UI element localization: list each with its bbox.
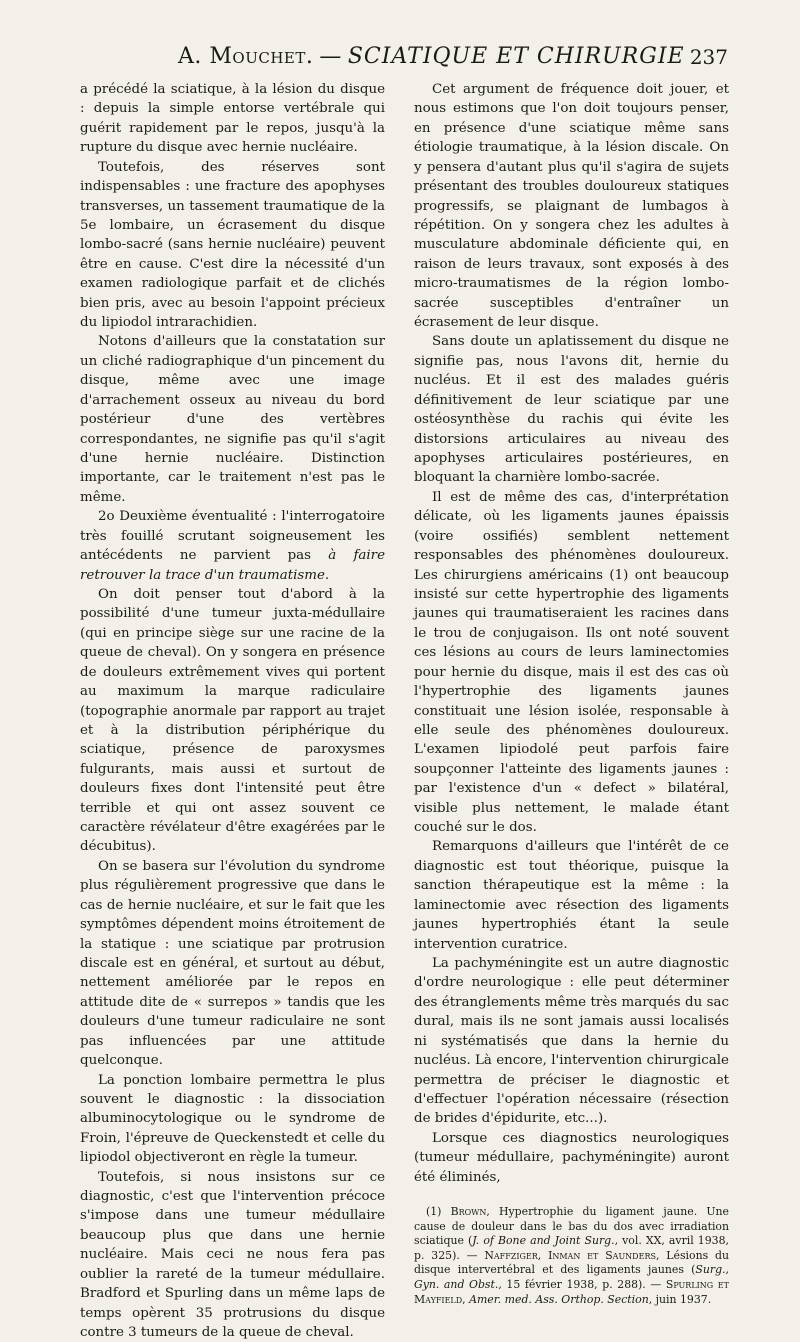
paragraph [414, 80, 729, 332]
text-run: Toutefois, si nous insistons sur ce diagnostic, c'est que l'intervention précoce s'impose dans une tumeur médullaire beaucoup plus que dans une hernie nucléaire. Mais ceci ne nous fera pas oublier la rareté de la tumeur médullaire. Bradford et Spurling dans un même laps de temps opèrent 35 protrusions du disque contre 3 tumeurs de la queue de cheval. [80, 1169, 385, 1340]
author-names: Spurling et Mayfield [414, 1278, 729, 1306]
italic-text: Amer. med. Ass. Orthop. Section [469, 1292, 649, 1306]
text-run: , Hypertrophie du ligament jaune. Une cause de douleur dans le bas du dos avec irradiation sciatique ( [414, 1205, 729, 1248]
text-run: Sans doute un aplatissement du disque ne signifie pas, nous l'avons dit, hernie du nucléus. Et il est des malades guéris définitivement de leur sciatique par une ostéosynthèse du rachis qui évite les distorsions articulaires au niveau des apophyses articulaires postérieures, en bloquant la charnière lombo-sacrée. [414, 334, 729, 486]
paragraph [414, 1129, 729, 1187]
paragraph [414, 488, 729, 838]
text-run: Cet argument de fréquence doit jouer, et nous estimons que l'on doit toujours penser, en présence d'une sciatique même sans étiologie traumatique, à la lésion discale. On y pensera d'autant plus qu'il s'agira de sujets présentant des troubles douloureux statiques progressifs, se plaignant de lumbagos à répétition. On y songera chez les adultes à musculature abdominale déficiente qui, en raison de leurs travaux, sont exposés à des micro-traumatismes de la région lombo-sacrée susceptibles d'entraîner un écrasement de leur disque. [414, 82, 729, 331]
page-number: 237 [689, 45, 728, 69]
text-run: a précédé la sciatique, à la lésion du disque : depuis la simple entorse vertébrale qui guérit rapidement par le repos, jusqu'à la rupture du disque avec hernie nucléaire. [80, 82, 385, 156]
paragraph [80, 507, 385, 585]
footnote [414, 1205, 729, 1307]
text-run: Remarquons d'ailleurs que l'intérêt de ce diagnostic est tout théorique, puisque la sanction thérapeutique est la même : la laminectomie avec résection des ligaments jaunes hypertrophiés étant la seule intervention curatrice. [414, 839, 729, 952]
text-run: , [462, 1292, 470, 1306]
paragraph [80, 80, 385, 158]
author-names: Naffziger, Inman et Saunders [484, 1248, 656, 1262]
article-subject: SCIATIQUE ET CHIRURGIE [347, 44, 685, 69]
italic-text: J. of Bone and Joint Surg. [472, 1234, 615, 1248]
paragraph [414, 954, 729, 1129]
author-names: Brown [450, 1205, 487, 1219]
text-run: (1) [426, 1205, 451, 1219]
author-name: A. Mouchet. [178, 44, 314, 69]
italic-text: Surg., Gyn. and Obst. [414, 1263, 729, 1292]
text-run: Lorsque ces diagnostics neurologiques (tumeur médullaire, pachyméningite) auront été éliminés, [414, 1130, 729, 1185]
text-run: , juin 1937. [648, 1292, 712, 1306]
paragraph [80, 1071, 385, 1168]
text-run: Notons d'ailleurs que la constatation sur un cliché radiographique d'un pincement du disque, même avec une image d'arrachement osseux au niveau du bord postérieur d'une des vertèbres correspondantes, ne signifie pas qu'il s'agit d'une hernie nucléaire. Distinction importante, car le traitement n'est pas le même. [80, 334, 385, 505]
paragraph [80, 585, 385, 857]
text-run: 2o Deuxième éventualité : l'interrogatoire très fouillé scrutant soigneusement les antécédents ne parvient pas [80, 509, 385, 564]
text-run: Il est de même des cas, d'interprétation délicate, où les ligaments jaunes épaissis (voire ossifiés) semblent nettement responsables des phénomènes douloureux. Les chirurgiens américains (1) ont beaucoup insisté sur cette hypertrophie des ligaments jaunes qui traumatiseraient les racines dans le trou de conjugaison. Ils ont noté souvent ces lésions au cours de leurs laminectomies pour hernie du disque, mais il est des cas où l'hypertrophie des ligaments jaunes constituait une lésion isolée, responsable à elle seule des phénomènes douloureux. L'examen lipiodolé peut parfois faire soupçonner l'atteinte des ligaments jaunes : par l'existence d'un « defect » bilatéral, visible plus nettement, le malade étant couché sur le dos. [414, 489, 729, 836]
text-run: On se basera sur l'évolution du syndrome plus régulièrement progressive que dans le cas de hernie nucléaire, et sur le fait que les symptômes dépendent moins étroitement de la statique : une sciatique par protrusion discale est en général, et surtout au début, nettement améliorée par le repos en attitude dite de « surrepos » tandis que les douleurs d'une tumeur radiculaire ne sont pas influencées par une attitude quelconque. [80, 858, 385, 1069]
footnotes [414, 1205, 729, 1307]
text-run: , Lésions du disque intervertébral et des ligaments jaunes ( [414, 1248, 730, 1277]
text-run: On doit penser tout d'abord à la possibilité d'une tumeur juxta-médullaire (qui en principe siège sur une racine de la queue de cheval). On y songera en présence de douleurs extrêmement vives qui portent au maximum la marque radiculaire (topographie anormale par rapport au trajet et à la distribution périphérique du sciatique, présence de paroxysmes fulgurants, mais aussi et surtout de douleurs fixes dont l'intensité peut être terrible et qui ont assez souvent ce caractère révélateur d'être exagérées par le décubitus). [80, 586, 385, 855]
left-column [80, 80, 385, 1342]
text-run: , vol. XX, avril 1938, p. 325). — [414, 1234, 729, 1262]
paragraph [80, 857, 385, 1071]
text-run: , 15 février 1938, p. 288). — [498, 1278, 666, 1292]
paragraph [80, 1168, 385, 1342]
running-title [178, 44, 685, 69]
right-column [414, 80, 729, 1307]
running-header [80, 44, 728, 72]
paragraph [80, 332, 385, 507]
paragraph [80, 158, 385, 333]
text-run: . [324, 567, 330, 583]
text-run: La ponction lombaire permettra le plus souvent le diagnostic : la dissociation albuminocytologique ou le syndrome de Froin, l'épreuve de Queckenstedt et celle du lipiodol objectiveront en règle la tumeur. [80, 1072, 385, 1166]
text-run: Toutefois, des réserves sont indispensables : une fracture des apophyses transverses, un tassement traumatique de la 5e lombaire, un écrasement du disque lombo-sacré (sans hernie nucléaire) peuvent être en cause. C'est dire la nécessité d'un examen radiologique parfait et de clichés bien pris, avec au besoin l'appoint précieux du lipiodol intrarachidien. [80, 159, 385, 331]
paragraph [414, 837, 729, 954]
italic-text: à faire retrouver la trace d'un traumatisme [80, 548, 385, 583]
text-run: La pachyméningite est un autre diagnostic d'ordre neurologique : elle peut déterminer des étranglements même très marqués du sac dural, mais ils ne sont jamais aussi localisés ni systématisés que dans la hernie du nucléus. Là encore, l'intervention chirurgicale permettra de préciser le diagnostic et d'effectuer l'opération nécessaire (résection de brides d'épidurite, etc...). [414, 955, 729, 1127]
title-dash: — [319, 44, 342, 69]
paragraph [414, 332, 729, 487]
